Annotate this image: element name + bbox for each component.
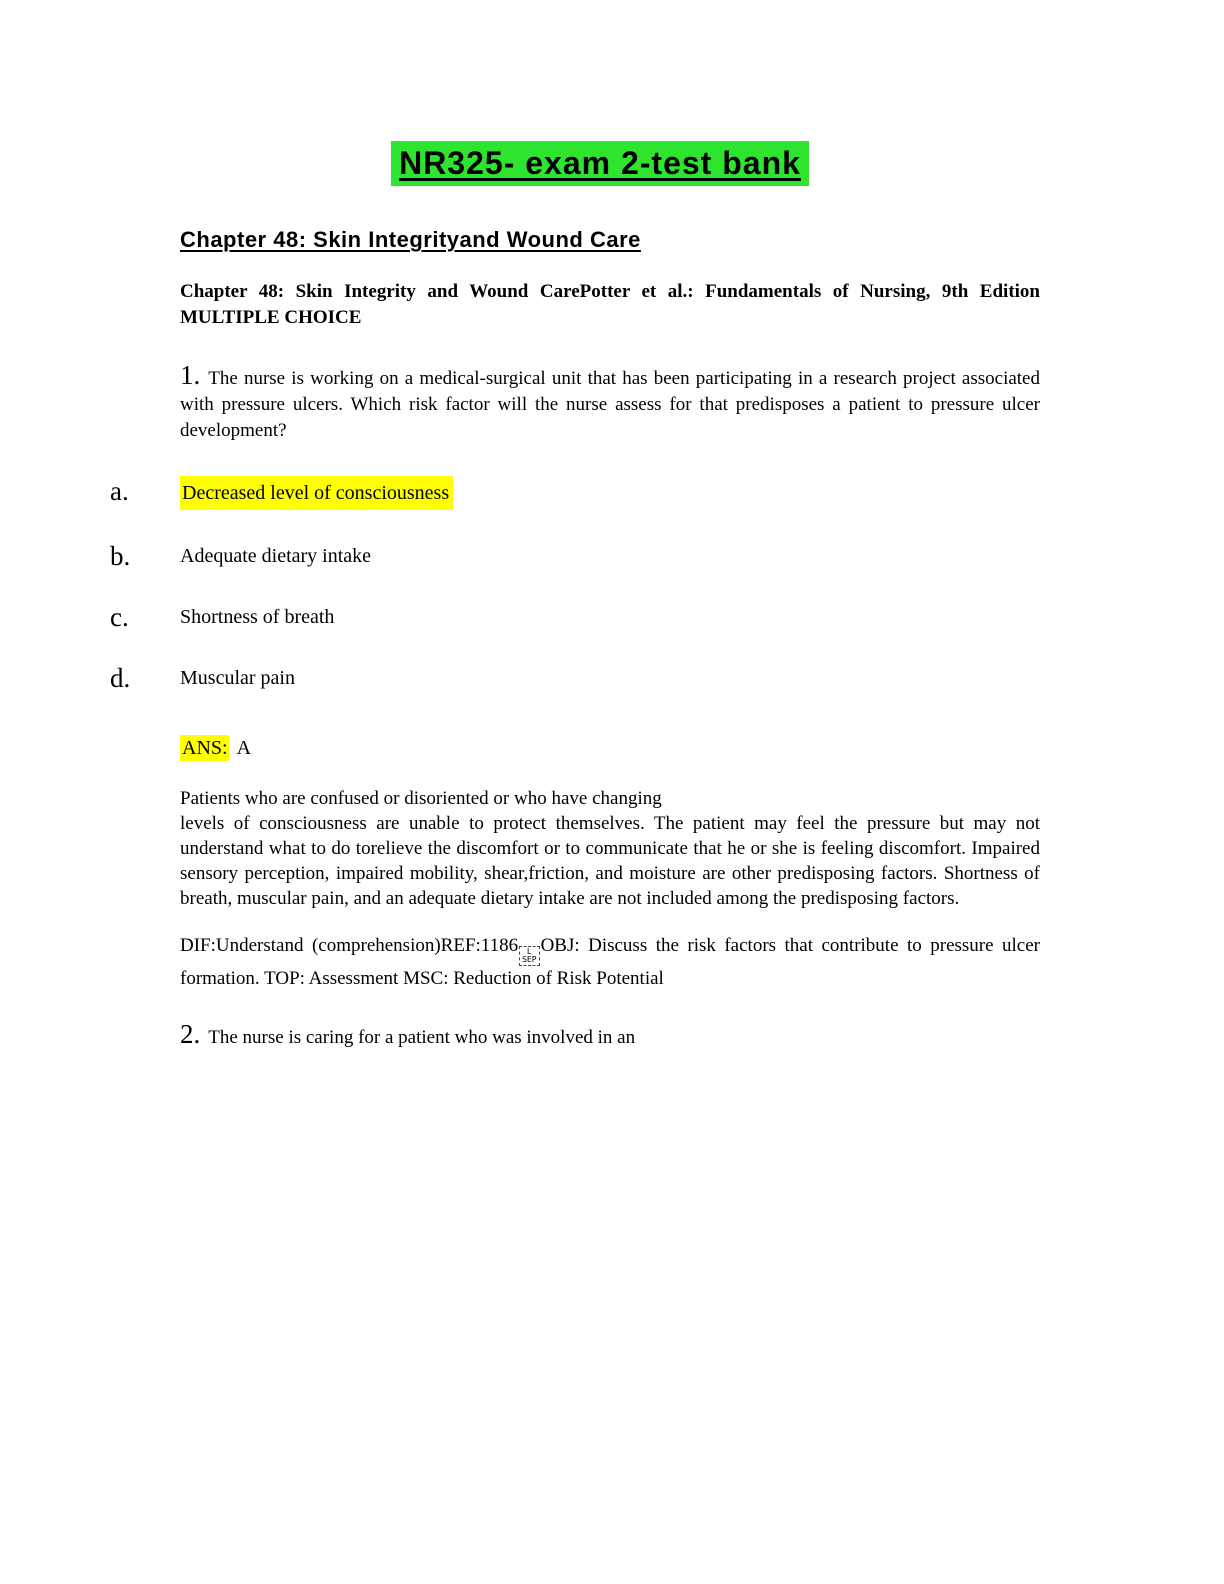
question-1-number: 1. bbox=[180, 360, 201, 390]
document-title: NR325- exam 2-test bank bbox=[391, 141, 809, 186]
answer-line bbox=[180, 734, 1040, 762]
source-line: Chapter 48: Skin Integrity and Wound CarePotter et al.: Fundamentals of Nursing, 9th Edition MULTIPLE CHOICE bbox=[180, 281, 1040, 328]
option-row-d bbox=[110, 663, 1040, 693]
option-a-text: Decreased level of consciousness bbox=[180, 476, 453, 510]
rationale-line1: Patients who are confused or disoriented or who have changing bbox=[180, 788, 662, 809]
option-c-text: Shortness of breath bbox=[180, 606, 335, 628]
question-2 bbox=[180, 1021, 1040, 1051]
rationale-paragraph bbox=[180, 786, 1040, 911]
meta-dif-ref: DIF:Understand (comprehension)REF:1186 bbox=[180, 935, 519, 956]
answer-value: A bbox=[236, 737, 252, 759]
question-2-text: The nurse is caring for a patient who was involved in an bbox=[208, 1027, 636, 1048]
option-row-b bbox=[110, 541, 1040, 571]
chapter-heading: Chapter 48: Skin Integrityand Wound Care bbox=[180, 227, 641, 252]
option-row-c bbox=[110, 602, 1040, 632]
meta-obj-top-msc: OBJ: Discuss the risk factors that contribute to pressure ulcer formation. TOP: Assessment MSC: Reduction of Risk Potential bbox=[180, 935, 1040, 989]
line-separator-glyph bbox=[519, 946, 539, 966]
line-separator-glyph-top: L bbox=[526, 947, 532, 956]
option-b-text: Adequate dietary intake bbox=[180, 545, 372, 567]
option-d-letter: d. bbox=[110, 663, 131, 693]
line-separator-glyph-bottom: SEP bbox=[522, 955, 537, 964]
option-a-letter: a. bbox=[110, 476, 129, 506]
title-row bbox=[160, 141, 1040, 186]
answer-label: ANS: bbox=[182, 737, 228, 759]
question-1 bbox=[180, 362, 1040, 444]
question-2-number: 2. bbox=[180, 1019, 201, 1049]
question-1-text: The nurse is working on a medical-surgical unit that has been participating in a research project associated with pressure ulcers. Which risk factor will the nurse assess for that predisposes a patient to pressure ulcer development? bbox=[180, 368, 1040, 441]
question-meta-line bbox=[180, 933, 1040, 991]
option-d-text: Muscular pain bbox=[180, 667, 295, 689]
option-row-a bbox=[110, 476, 1040, 510]
rationale-rest: levels of consciousness are unable to protect themselves. The patient may feel the pressure but may not understand what to do torelieve the discomfort or to communicate that he or she is feeling discomfort. Impaired sensory perception, impaired mobility, shear,friction, and moisture are other predisposing factors. Shortness of breath, muscular pain, and an adequate dietary intake are not included among the predisposing factors. bbox=[180, 813, 1040, 909]
option-b-letter: b. bbox=[110, 541, 131, 571]
option-c-letter: c. bbox=[110, 602, 129, 632]
